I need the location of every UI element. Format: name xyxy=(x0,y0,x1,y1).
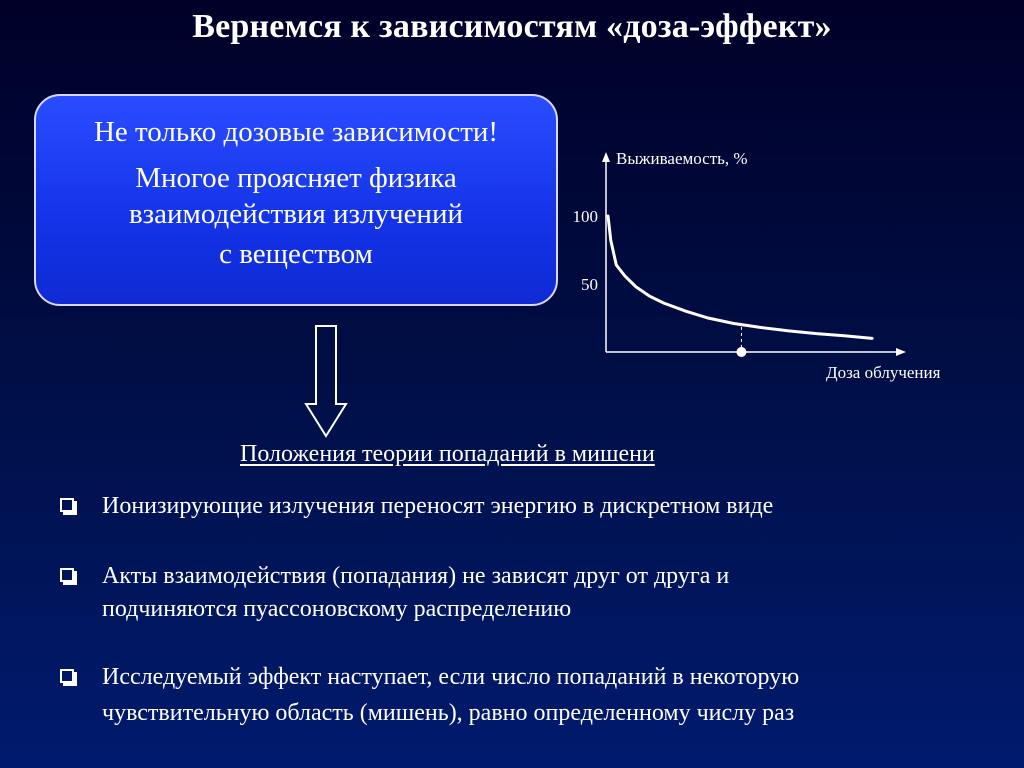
bullet-text-line-2: чувствительную область (мишень), равно определенному числу раз xyxy=(102,700,795,726)
y-axis-arrow-icon xyxy=(602,152,610,162)
y-tick-label-100: 100 xyxy=(572,207,598,226)
survival-curve xyxy=(608,216,872,338)
callout-line-4: с веществом xyxy=(219,238,373,270)
checkbox-bullet-icon xyxy=(60,568,74,582)
checkbox-bullet-icon xyxy=(60,669,74,683)
bullet-text: Ионизирующие излучения переносят энергию в дискретном виде xyxy=(102,493,774,519)
x-axis-label: Доза облучения xyxy=(826,363,941,382)
callout-line-1: Не только дозовые зависимости! xyxy=(93,116,499,148)
bullet-text-line-2: подчиняются пуассоновскому распределению xyxy=(102,596,572,622)
slide-title: Вернемся к зависимостям «доза-эффект» xyxy=(192,8,832,45)
section-subtitle: Положения теории попаданий в мишени xyxy=(240,441,655,467)
bullet-text-line-1: Акты взаимодействия (попадания) не зависят друг от друга и xyxy=(102,563,730,589)
callout-box xyxy=(34,94,558,306)
callout-line-3: взаимодействия излучений xyxy=(128,198,463,230)
x-axis-arrow-icon xyxy=(896,348,906,356)
callout-line-2: Многое проясняет физика xyxy=(135,162,457,194)
survival-chart xyxy=(560,140,990,390)
checkbox-bullet-icon xyxy=(60,498,74,512)
down-arrow-icon xyxy=(302,324,350,440)
marker-point xyxy=(736,347,746,357)
y-axis-label: Выживаемость, % xyxy=(616,149,748,168)
bullet-text-line-1: Исследуемый эффект наступает, если число попаданий в некоторую xyxy=(102,664,800,690)
y-tick-label-50: 50 xyxy=(581,275,598,294)
